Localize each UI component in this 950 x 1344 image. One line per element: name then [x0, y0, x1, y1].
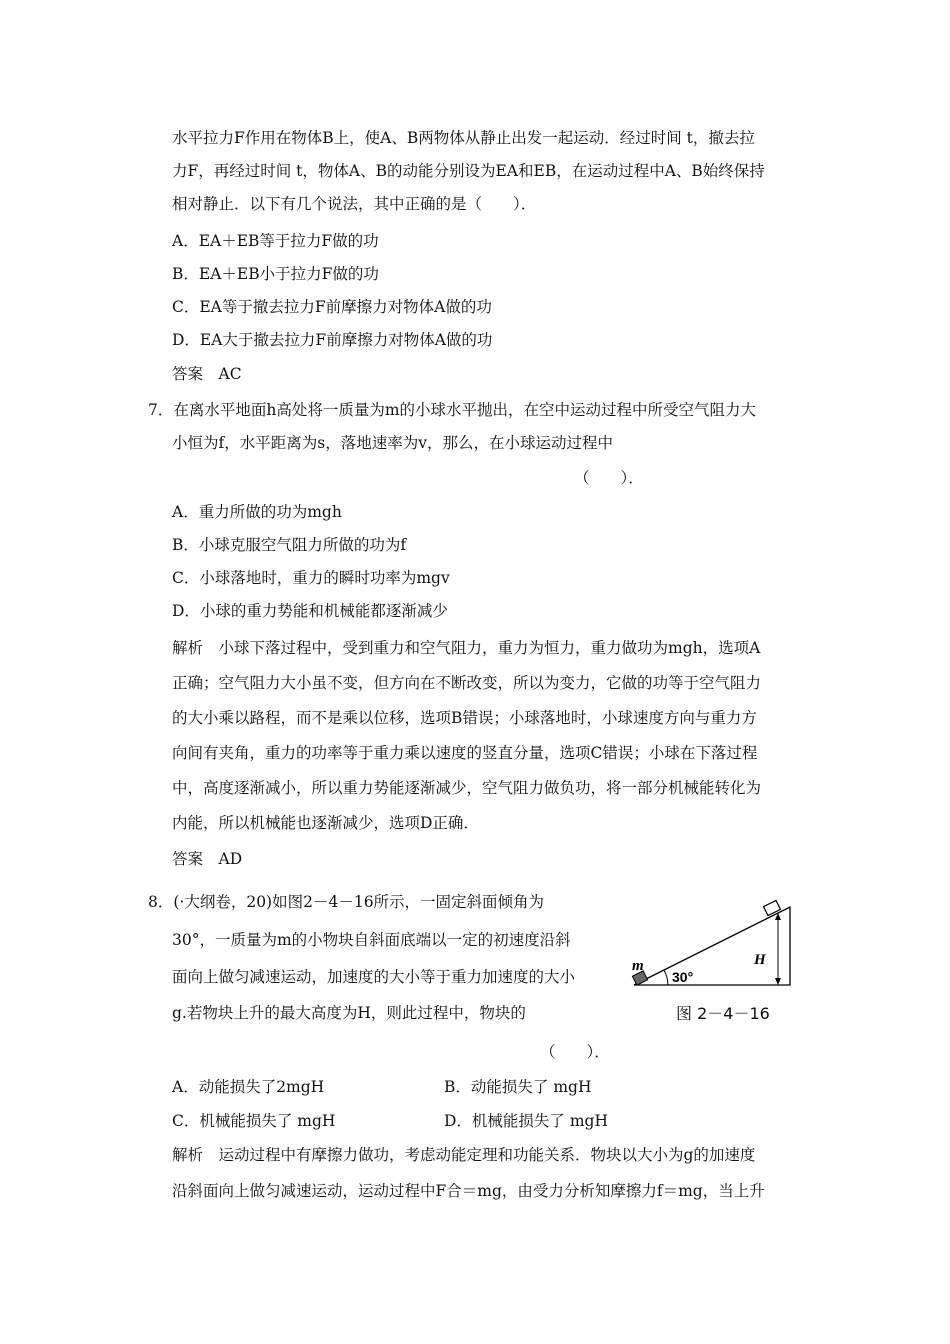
- q8-explanation-1: 解析 运动过程中有摩擦力做功，考虑动能定理和功能关系．物块以大小为g的加速度: [172, 1146, 756, 1164]
- q7-option-b: B．小球克服空气阻力所做的功为f: [172, 536, 407, 554]
- q6-answer: 答案 AC: [172, 365, 242, 383]
- q7-line-2: 小恒为f，水平距离为s，落地速率为v，那么，在小球运动过程中: [172, 434, 613, 452]
- angle-label: 30°: [672, 969, 694, 985]
- height-label: H: [754, 952, 766, 968]
- q6-line-1: 水平拉力F作用在物体B上，使A、B两物体从静止出发一起运动．经过时间 t，撤去拉: [172, 129, 755, 147]
- mass-label: m: [632, 958, 644, 974]
- q7-explanation-4: 向间有夹角，重力的功率等于重力乘以速度的竖直分量，选项C错误；小球在下落过程: [172, 744, 758, 762]
- q7-option-c: C．小球落地时，重力的瞬时功率为mgv: [172, 569, 450, 587]
- height-arrow-head-bottom: [775, 978, 781, 985]
- q8-line-1: 8．(·大纲卷，20)如图2－4－16所示，一固定斜面倾角为: [148, 893, 545, 911]
- q6-option-c: C．EA等于撤去拉力F前摩擦力对物体A做的功: [172, 298, 492, 316]
- q7-explanation-6: 内能，所以机械能也逐渐减少，选项D正确．: [172, 814, 479, 832]
- q7-option-a: A．重力所做的功为mgh: [172, 503, 342, 521]
- q7-line-1: 7．在离水平地面h高处将一质量为m的小球水平抛出，在空中运动过程中所受空气阻力大: [148, 401, 757, 419]
- q8-answer-bracket: （ ）．: [540, 1043, 610, 1061]
- q8-line-2: 30°，一质量为m的小物块自斜面底端以一定的初速度沿斜: [172, 931, 571, 949]
- q8-option-b: B．动能损失了 mgH: [444, 1078, 592, 1096]
- q7-explanation-1: 解析 小球下落过程中，受到重力和空气阻力，重力为恒力，重力做功为mgh，选项A: [172, 639, 761, 657]
- q8-option-c: C．机械能损失了 mgH: [172, 1112, 336, 1130]
- q7-explanation-5: 中，高度逐渐减小，所以重力势能逐渐减少，空气阻力做负功，将一部分机械能转化为: [172, 779, 762, 797]
- q7-option-d: D．小球的重力势能和机械能都逐渐减少: [172, 602, 448, 620]
- q6-option-b: B．EA＋EB小于拉力F做的功: [172, 265, 379, 283]
- incline-triangle: [634, 907, 790, 985]
- q6-option-d: D．EA大于撤去拉力F前摩擦力对物体A做的功: [172, 331, 493, 349]
- q7-explanation-3: 的大小乘以路程，而不是乘以位移，选项B错误；小球落地时，小球速度方向与重力方: [172, 709, 757, 727]
- q7-answer: 答案 AD: [172, 850, 243, 868]
- q8-explanation-2: 沿斜面向上做匀减速运动，运动过程中F合＝mg，由受力分析知摩擦力f＝mg，当上升: [172, 1182, 765, 1200]
- figure-caption: 图 2－4－16: [676, 1004, 770, 1023]
- q8-line-4: g.若物块上升的最大高度为H，则此过程中，物块的: [172, 1004, 526, 1022]
- q6-option-a: A．EA＋EB等于拉力F做的功: [172, 232, 379, 250]
- q8-option-a: A．动能损失了2mgH: [172, 1078, 325, 1096]
- angle-arc: [664, 970, 668, 985]
- q8-option-d: D．机械能损失了 mgH: [444, 1112, 608, 1130]
- q6-line-3: 相对静止．以下有几个说法，其中正确的是（ ）．: [172, 195, 537, 213]
- q7-answer-bracket: （ ）．: [574, 469, 644, 487]
- q8-line-3: 面向上做匀减速运动，加速度的大小等于重力加速度的大小: [172, 968, 576, 986]
- q6-line-2: 力F，再经过时间 t，物体A、B的动能分别设为EA和EB，在运动过程中A、B始终保持: [172, 162, 765, 180]
- q7-explanation-2: 正确；空气阻力大小虽不变，但方向在不断改变，所以为变力，它做的功等于空气阻力: [172, 674, 762, 692]
